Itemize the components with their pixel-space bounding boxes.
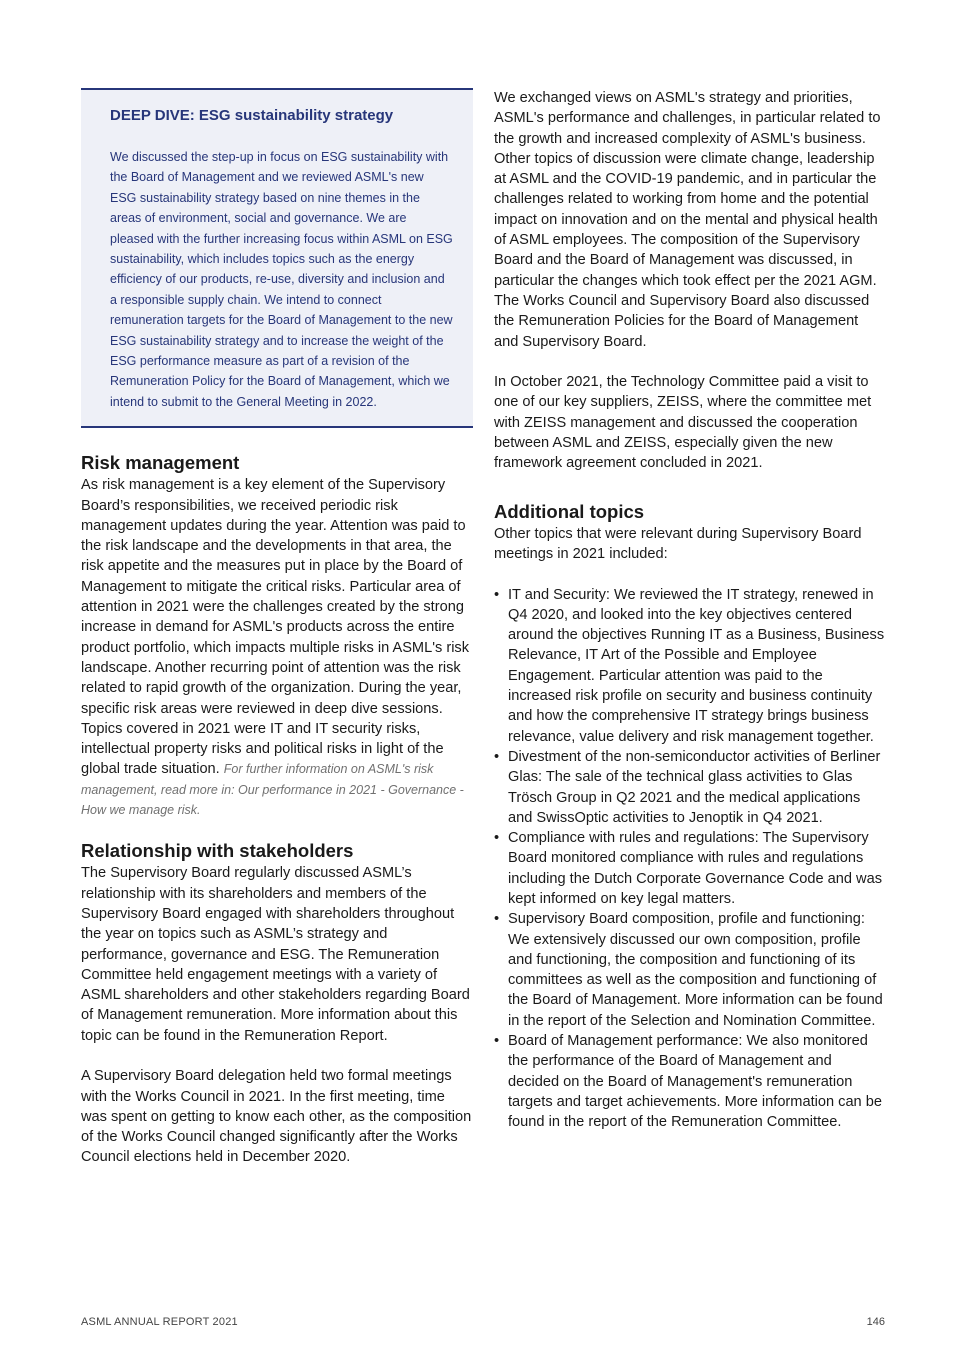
footer-report-title: ASML ANNUAL REPORT 2021	[81, 1316, 238, 1328]
list-item: • Divestment of the non-semiconductor activities of Berliner Glas: The sale of the technical glass activities to Glas Trösch Group in Q2 2021 and the medical applications and SwissOptic activities to Jenoptik in Q4 2021.	[494, 747, 886, 828]
risk-management-heading: Risk management	[81, 452, 240, 474]
right-column	[494, 88, 886, 1133]
list-item: • Supervisory Board composition, profile and functioning: We extensively discussed our own composition, profile and functioning, the composition and functioning of its committees as well as the composition and functioning of the Board of Management. More information can be found in the report of the Selection and Nomination Committee.	[494, 909, 886, 1031]
footer-page-number: 146	[866, 1316, 885, 1328]
stakeholders-paragraph-2: A Supervisory Board delegation held two formal meetings with the Works Council in 2021. In the first meeting, time was spent on getting to know each other, as the composition of the Works Council changed significantly after the Works Council elections held in December 2020.	[81, 1068, 472, 1166]
stakeholders-heading: Relationship with stakeholders	[81, 840, 354, 862]
additional-topics-intro: Other topics that were relevant during Supervisory Board meetings in 2021 included:	[494, 525, 862, 562]
additional-topics-list	[494, 585, 886, 1133]
deep-dive-box	[81, 88, 473, 428]
deep-dive-body: We discussed the step-up in focus on ESG sustainability with the Board of Management and we reviewed ASML's new ESG sustainability strategy based on nine themes in the areas of environment, social and governance. We are pleased with the further increasing focus within ASML on ESG sustainability, which includes topics such as the energy efficiency of our products, re-use, diversity and inclusion and a responsible supply chain. We intend to connect remuneration targets for the Board of Management to the new ESG sustainability strategy and to increase the weight of the ESG performance measure as part of a revision of the Remuneration Policy for the Board of Management, which we intend to submit to the General Meeting in 2022.	[110, 150, 453, 409]
list-item: • IT and Security: We reviewed the IT strategy, renewed in Q4 2020, and looked into the key objectives centered around the objectives Running IT as a Business, Business Relevance, IT Art of the Possible and Employee Engagement. Particular attention was paid to the increased risk profile on security and business continuity and how the comprehensive IT strategy brings business relevance, value delivery and risk management together.	[494, 585, 886, 747]
list-item: • Board of Management performance: We also monitored the performance of the Board of Management and decided on the Board of Management's remuneration targets and target achievements. More information can be found in the report of the Remuneration Committee.	[494, 1031, 886, 1132]
stakeholders-paragraph-1: The Supervisory Board regularly discussed ASML’s relationship with its shareholders and members of the Supervisory Board engaged with shareholders throughout the year on topics such as ASML’s strategy and performance, governance and ESG. The Remuneration Committee held engagement meetings with a variety of ASML shareholders and other stakeholders regarding Board of Management remuneration. More information about this topic can be found in the Remuneration Report.	[81, 865, 470, 1044]
risk-management-body	[81, 475, 473, 820]
left-column	[81, 88, 473, 1168]
risk-reference-link[interactable]: For further information on ASML's risk management, read more in: Our performance in 2021 - Governance - How we manage risk.	[81, 762, 464, 818]
deep-dive-title: DEEP DIVE: ESG sustainability strategy	[110, 107, 394, 124]
strategy-paragraph: We exchanged views on ASML's strategy and priorities, ASML's performance and challenges, in particular related to the growth and increased complexity of ASML's business. Other topics of discussion were climate change, leadership at ASML and the COVID-19 pandemic, and in particular the challenges related to working from home and the potential impact on innovation and on the mental and physical health of ASML employees. The composition of the Supervisory Board and the Board of Management was discussed, in particular the changes which took effect per the 2021 AGM. The Works Council and Supervisory Board also discussed the Remuneration Policies for the Board of Management and Supervisory Board.	[494, 90, 881, 350]
additional-topics-heading: Additional topics	[494, 500, 645, 522]
risk-body-text: As risk management is a key element of the Supervisory Board’s responsibilities, we received periodic risk management updates during the year. Attention was paid to the risk landscape and the developments in that area, the risk appetite and the measures put in place by the Board of Management to mitigate the critical risks. Particular area of attention in 2021 were the challenges created by the strong increase in demand for ASML's products across the entire product portfolio, which impacts multiple risks in ASML's risk landscape. Another recurring point of attention was the risk related to rapid growth of the organization. During the year, specific risk areas were reviewed in deep dive sessions. Topics covered in 2021 were IT and IT security risks, intellectual property risks and political risks in light of the global trade situation.	[81, 477, 470, 778]
list-item: • Compliance with rules and regulations: The Supervisory Board monitored compliance with rules and regulations including the Dutch Corporate Governance Code and was kept informed on key legal matters.	[494, 828, 886, 909]
technology-committee-paragraph: In October 2021, the Technology Committee paid a visit to one of our key suppliers, ZEISS, where the committee met with ZEISS management and discussed the cooperation between ASML and ZEISS, especially given the new framework agreement concluded in 2021.	[494, 374, 872, 472]
